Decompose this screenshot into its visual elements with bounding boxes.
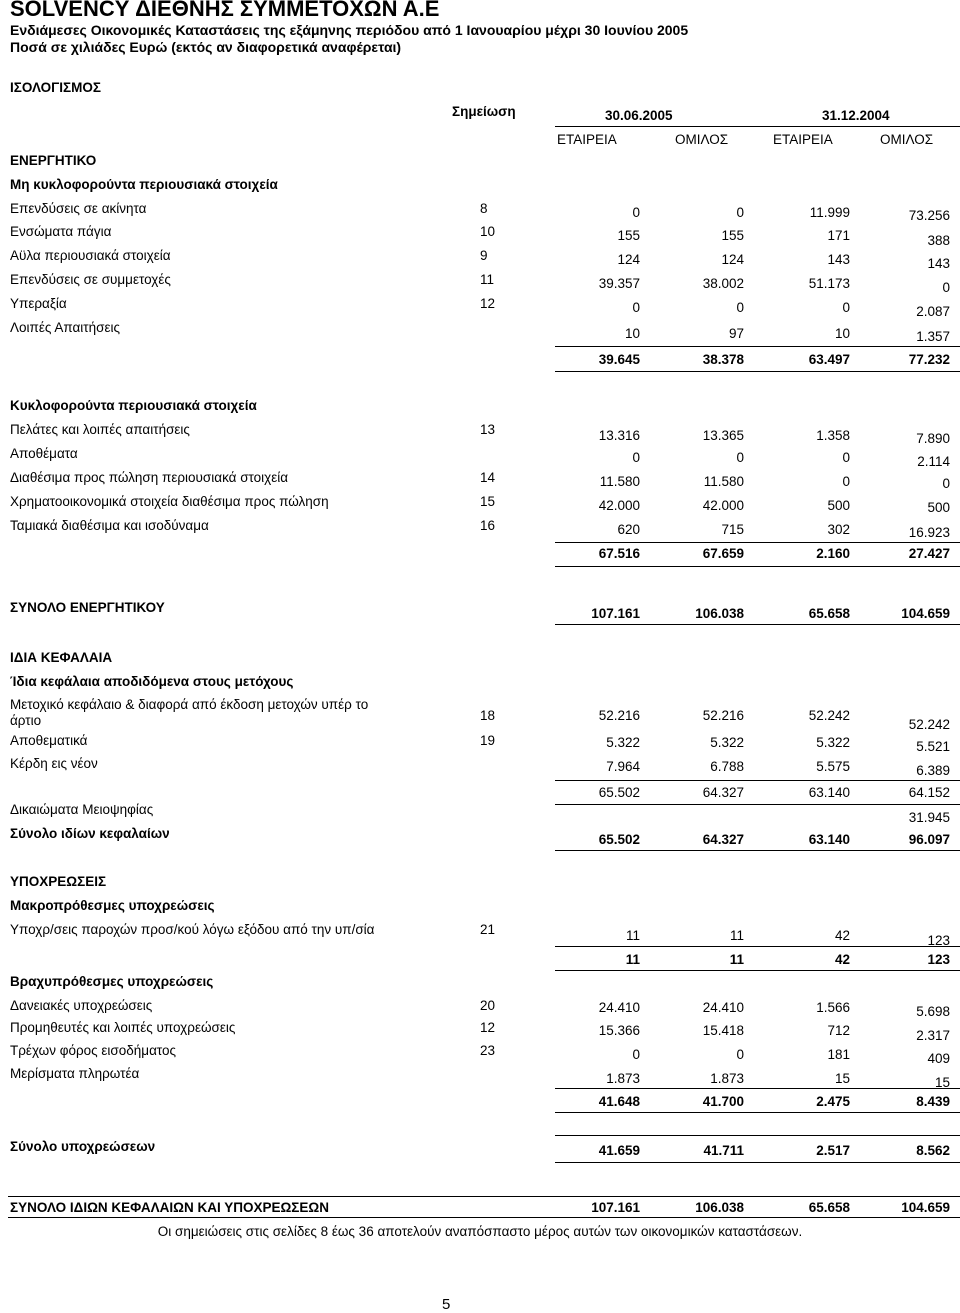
value-group-2004: 5.698 xyxy=(916,1004,950,1019)
date-header-2004: 31.12.2004 xyxy=(822,108,890,123)
value-group-2005: 52.216 xyxy=(702,708,744,723)
row-label: Πελάτες και λοιπές απαιτήσεις xyxy=(10,422,190,437)
value-group-2005: 64.327 xyxy=(702,785,744,800)
value-group-2005: 67.659 xyxy=(702,546,744,561)
note-ref: 12 xyxy=(480,1020,496,1035)
note-ref: 16 xyxy=(480,518,496,533)
note-ref: 8 xyxy=(480,201,488,216)
value-group-2005: 13.365 xyxy=(702,428,744,443)
value-company-2005: 155 xyxy=(617,228,640,243)
value-group-2005: 64.327 xyxy=(702,832,744,847)
total-rule xyxy=(555,1112,960,1113)
value-company-2004: 10 xyxy=(834,326,850,341)
value-company-2004: 65.658 xyxy=(808,606,850,621)
value-group-2004: 96.097 xyxy=(908,832,950,847)
value-company-2005: 39.357 xyxy=(598,276,640,291)
value-company-2004: 65.658 xyxy=(808,1200,850,1215)
total-rule xyxy=(555,1135,960,1136)
page-number: 5 xyxy=(442,1296,451,1313)
value-group-2004: 8.439 xyxy=(916,1094,950,1109)
note-ref: 21 xyxy=(480,922,496,937)
value-group-2004: 0 xyxy=(942,280,950,295)
value-group-2005: 155 xyxy=(721,228,744,243)
row-label: ΕΝΕΡΓΗΤΙΚΟ xyxy=(10,153,97,168)
value-company-2004: 42 xyxy=(834,928,850,943)
value-group-2005: 42.000 xyxy=(702,498,744,513)
value-company-2004: 11.999 xyxy=(809,205,850,220)
value-company-2005: 107.161 xyxy=(591,606,640,621)
value-group-2005: 106.038 xyxy=(695,1200,744,1215)
row-label: Προμηθευτές και λοιπές υποχρεώσεις xyxy=(10,1020,236,1035)
value-company-2004: 0 xyxy=(842,300,850,315)
row-label: Σύνολο υποχρεώσεων xyxy=(10,1139,156,1154)
value-group-2005: 5.322 xyxy=(710,735,744,750)
value-company-2005: 124 xyxy=(617,252,640,267)
row-label: Ενσώματα πάγια xyxy=(10,224,112,239)
value-group-2004: 104.659 xyxy=(901,606,950,621)
value-group-2004: 31.945 xyxy=(908,810,950,825)
row-label: ΣΥΝΟΛΟ ΕΝΕΡΓΗΤΙΚΟΥ xyxy=(10,600,165,615)
total-rule xyxy=(555,566,960,567)
total-rule xyxy=(555,970,960,971)
value-company-2004: 0 xyxy=(842,474,850,489)
value-company-2004: 0 xyxy=(842,450,850,465)
col-header-company-2005: ΕΤΑΙΡΕΙΑ xyxy=(557,132,617,147)
row-label: Μετοχικό κεφάλαιο & διαφορά από έκδοση μετοχών υπέρ το xyxy=(10,697,369,712)
value-company-2004: 51.173 xyxy=(808,276,850,291)
total-rule xyxy=(555,804,960,805)
total-rule xyxy=(8,1196,960,1197)
value-group-2005: 11 xyxy=(729,952,744,967)
note-ref: 19 xyxy=(480,733,496,748)
row-label: Ταμιακά διαθέσιμα και ισοδύναμα xyxy=(10,518,209,533)
row-label: Υποχρ/σεις παροχών προσ/κού λόγω εξόδου από την υπ/σία xyxy=(10,922,375,937)
value-group-2004: 15 xyxy=(934,1075,950,1090)
note-ref: 15 xyxy=(480,494,496,509)
note-ref: 23 xyxy=(480,1043,496,1058)
col-header-company-2004: ΕΤΑΙΡΕΙΑ xyxy=(773,132,833,147)
value-group-2005: 15.418 xyxy=(702,1023,744,1038)
row-label: Ίδια κεφάλαια αποδιδόμενα στους μετόχους xyxy=(10,674,294,689)
company-title: SOLVENCY ΔΙΕΘΝΗΣ ΣΥΜΜΕΤΟΧΩΝ Α.Ε xyxy=(10,0,440,21)
value-company-2004: 63.497 xyxy=(808,352,850,367)
value-company-2005: 0 xyxy=(632,1047,640,1062)
row-label: ΥΠΟΧΡΕΩΣΕΙΣ xyxy=(10,874,107,889)
value-group-2005: 41.700 xyxy=(702,1094,744,1109)
value-company-2004: 1.566 xyxy=(816,1000,850,1015)
note-ref: 13 xyxy=(480,422,496,437)
value-company-2004: 2.475 xyxy=(816,1094,850,1109)
note-ref: 14 xyxy=(480,470,496,485)
value-group-2004: 52.242 xyxy=(908,717,950,732)
note-ref: 9 xyxy=(480,248,488,263)
value-company-2004: 181 xyxy=(827,1047,850,1062)
value-company-2004: 2.517 xyxy=(816,1143,850,1158)
value-company-2005: 41.648 xyxy=(598,1094,640,1109)
row-label: Χρηματοοικονομικά στοιχεία διαθέσιμα προς πώληση xyxy=(10,494,329,509)
row-label: ΙΔΙΑ ΚΕΦΑΛΑΙΑ xyxy=(10,650,113,665)
total-rule xyxy=(555,1162,960,1163)
row-label-continued: άρτιο xyxy=(10,713,42,728)
value-group-2005: 11 xyxy=(729,928,744,943)
note-ref: 18 xyxy=(480,708,496,723)
section-title: ΙΣΟΛΟΓΙΣΜΟΣ xyxy=(10,80,101,95)
value-group-2004: 2.317 xyxy=(916,1028,950,1043)
value-group-2004: 7.890 xyxy=(916,431,950,446)
row-label: Επενδύσεις σε ακίνητα xyxy=(10,201,147,216)
value-group-2004: 123 xyxy=(927,933,950,948)
value-group-2005: 1.873 xyxy=(710,1071,744,1086)
value-group-2004: 104.659 xyxy=(901,1200,950,1215)
footnote: Οι σημειώσεις στις σελίδες 8 έως 36 αποτελούν αναπόσπαστο μέρος αυτών των οικονομικών καταστάσεων. xyxy=(157,1224,803,1239)
value-company-2004: 5.322 xyxy=(816,735,850,750)
value-company-2004: 302 xyxy=(827,522,850,537)
value-group-2005: 715 xyxy=(721,522,744,537)
row-label: Δανειακές υποχρεώσεις xyxy=(10,998,153,1013)
row-label: Αϋλα περιουσιακά στοιχεία xyxy=(10,248,171,263)
value-group-2004: 27.427 xyxy=(908,546,950,561)
value-company-2004: 52.242 xyxy=(808,708,850,723)
row-label: Αποθεματικά xyxy=(10,733,88,748)
value-company-2005: 7.964 xyxy=(606,759,640,774)
value-company-2005: 52.216 xyxy=(598,708,640,723)
col-header-group-2004: ΟΜΙΛΟΣ xyxy=(880,132,934,147)
value-group-2005: 41.711 xyxy=(703,1143,744,1158)
value-group-2004: 2.087 xyxy=(916,304,950,319)
row-label: Κέρδη εις νέον xyxy=(10,756,98,771)
note-ref: 11 xyxy=(480,272,495,287)
value-company-2005: 65.502 xyxy=(598,832,640,847)
value-group-2005: 6.788 xyxy=(710,759,744,774)
value-group-2004: 0 xyxy=(942,476,950,491)
value-group-2005: 38.002 xyxy=(702,276,744,291)
value-group-2004: 16.923 xyxy=(908,525,950,540)
value-group-2005: 0 xyxy=(736,205,744,220)
value-group-2005: 38.378 xyxy=(702,352,744,367)
value-group-2004: 6.389 xyxy=(916,763,950,778)
row-label: Τρέχων φόρος εισοδήματος xyxy=(10,1043,177,1058)
row-label: Υπεραξία xyxy=(10,296,67,311)
value-company-2005: 0 xyxy=(632,450,640,465)
value-company-2005: 13.316 xyxy=(598,428,640,443)
value-group-2005: 24.410 xyxy=(702,1000,744,1015)
row-label: Λοιπές Απαιτήσεις xyxy=(10,320,120,335)
value-company-2004: 63.140 xyxy=(808,832,850,847)
value-company-2005: 0 xyxy=(632,205,640,220)
row-label: Σύνολο ιδίων κεφαλαίων xyxy=(10,826,170,841)
total-rule xyxy=(555,1088,960,1089)
value-company-2004: 42 xyxy=(834,952,850,967)
value-company-2004: 712 xyxy=(827,1023,850,1038)
value-company-2004: 5.575 xyxy=(816,759,850,774)
value-company-2005: 620 xyxy=(617,522,640,537)
value-company-2005: 41.659 xyxy=(598,1143,640,1158)
value-company-2005: 1.873 xyxy=(606,1071,640,1086)
value-group-2004: 388 xyxy=(927,233,950,248)
total-rule xyxy=(555,346,960,347)
row-label: Βραχυπρόθεσμες υποχρεώσεις xyxy=(10,974,214,989)
value-group-2004: 73.256 xyxy=(908,208,950,223)
value-group-2004: 143 xyxy=(927,256,950,271)
row-label: Επενδύσεις σε συμμετοχές xyxy=(10,272,171,287)
value-company-2004: 143 xyxy=(827,252,850,267)
value-company-2005: 39.645 xyxy=(598,352,640,367)
value-company-2005: 15.366 xyxy=(598,1023,640,1038)
value-company-2004: 171 xyxy=(827,228,850,243)
row-label: Μερίσματα πληρωτέα xyxy=(10,1066,140,1081)
total-rule xyxy=(555,850,960,851)
value-company-2005: 0 xyxy=(632,300,640,315)
value-group-2004: 2.114 xyxy=(917,454,950,469)
value-company-2005: 10 xyxy=(624,326,640,341)
value-group-2005: 0 xyxy=(736,300,744,315)
value-group-2005: 11.580 xyxy=(703,474,744,489)
value-company-2005: 11 xyxy=(625,928,640,943)
total-rule xyxy=(555,371,960,372)
total-rule xyxy=(555,780,960,781)
value-group-2004: 500 xyxy=(927,500,950,515)
note-column-header: Σημείωση xyxy=(452,104,516,119)
note-ref: 10 xyxy=(480,224,496,239)
value-group-2004: 8.562 xyxy=(916,1143,950,1158)
units-note: Ποσά σε χιλιάδες Ευρώ (εκτός αν διαφορετικά αναφέρεται) xyxy=(10,39,402,55)
value-company-2005: 11.580 xyxy=(599,474,640,489)
value-company-2005: 42.000 xyxy=(598,498,640,513)
total-rule xyxy=(555,624,960,625)
row-label: Διαθέσιμα προς πώληση περιουσιακά στοιχεία xyxy=(10,470,289,485)
header-rule xyxy=(555,126,960,127)
value-group-2004: 123 xyxy=(927,952,950,967)
date-header-2005: 30.06.2005 xyxy=(605,108,673,123)
row-label: Μακροπρόθεσμες υποχρεώσεις xyxy=(10,898,215,913)
value-group-2005: 0 xyxy=(736,450,744,465)
value-group-2004: 1.357 xyxy=(916,329,950,344)
value-group-2005: 97 xyxy=(728,326,744,341)
value-group-2004: 409 xyxy=(927,1051,950,1066)
row-label: Αποθέματα xyxy=(10,446,78,461)
value-group-2005: 106.038 xyxy=(695,606,744,621)
note-ref: 20 xyxy=(480,998,496,1013)
value-company-2004: 500 xyxy=(827,498,850,513)
row-label: Δικαιώματα Μειοψηφίας xyxy=(10,802,154,817)
value-group-2004: 5.521 xyxy=(916,739,950,754)
value-company-2005: 24.410 xyxy=(598,1000,640,1015)
col-header-group-2005: ΟΜΙΛΟΣ xyxy=(675,132,729,147)
value-group-2005: 0 xyxy=(736,1047,744,1062)
total-rule xyxy=(555,946,960,947)
value-company-2005: 107.161 xyxy=(591,1200,640,1215)
value-company-2005: 11 xyxy=(625,952,640,967)
total-rule xyxy=(555,542,960,543)
value-company-2004: 63.140 xyxy=(808,785,850,800)
row-label: Κυκλοφορούντα περιουσιακά στοιχεία xyxy=(10,398,257,413)
value-group-2005: 124 xyxy=(721,252,744,267)
note-ref: 12 xyxy=(480,296,496,311)
value-group-2004: 77.232 xyxy=(908,352,950,367)
row-label: ΣΥΝΟΛΟ ΙΔΙΩΝ ΚΕΦΑΛΑΙΩΝ ΚΑΙ ΥΠΟΧΡΕΩΣΕΩΝ xyxy=(10,1200,329,1215)
report-subtitle: Ενδιάμεσες Οικονομικές Καταστάσεις της εξάμηνης περιόδου από 1 Ιανουαρίου μέχρι 30 Ιουνίου 2005 xyxy=(10,22,689,38)
value-company-2004: 2.160 xyxy=(816,546,850,561)
value-company-2004: 15 xyxy=(834,1071,850,1086)
value-company-2005: 5.322 xyxy=(606,735,640,750)
value-group-2004: 64.152 xyxy=(908,785,950,800)
value-company-2005: 67.516 xyxy=(598,546,640,561)
value-company-2004: 1.358 xyxy=(816,428,850,443)
row-label: Μη κυκλοφορούντα περιουσιακά στοιχεία xyxy=(10,177,278,192)
value-company-2005: 65.502 xyxy=(598,785,640,800)
total-rule xyxy=(8,1217,960,1218)
